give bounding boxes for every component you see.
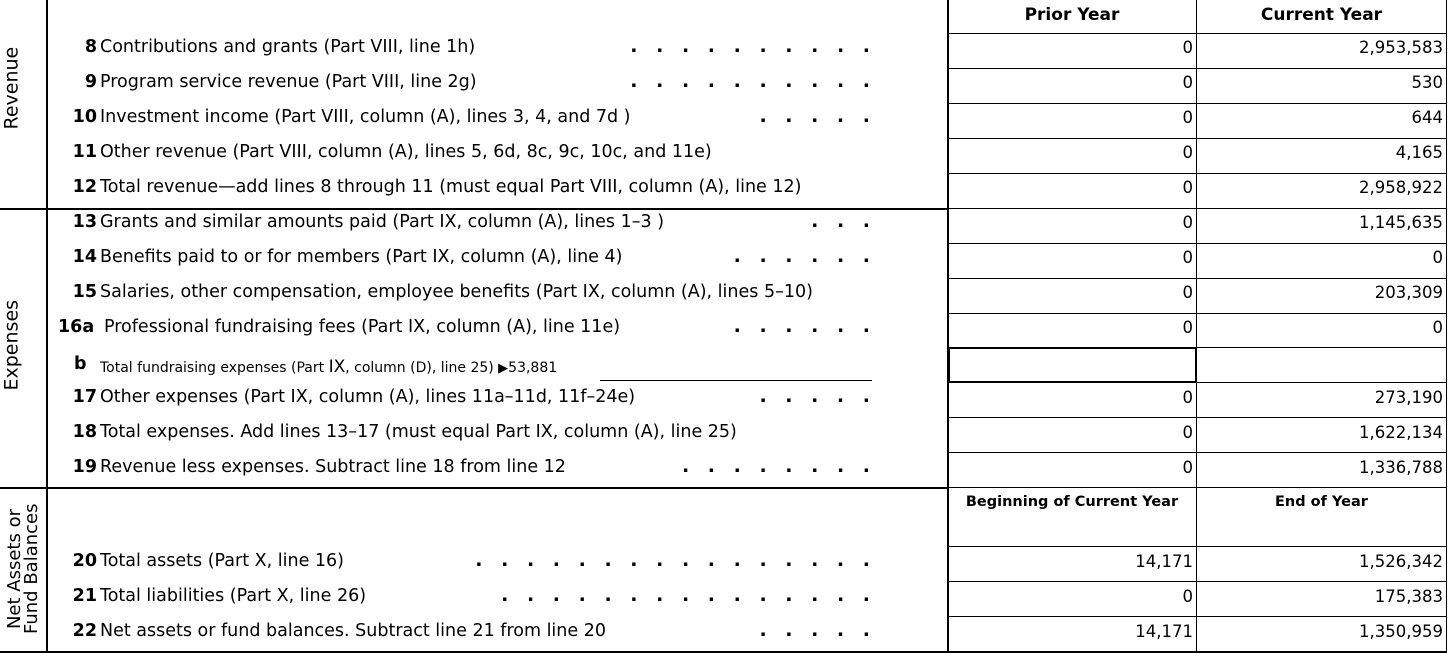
line-label: Total liabilities (Part X, line 26)	[100, 586, 367, 606]
current-year-amount: 0	[1432, 248, 1443, 267]
amount-rule	[948, 68, 1447, 69]
line-number: 18	[72, 422, 97, 442]
current-year-amount: 1,145,635	[1359, 213, 1443, 232]
line-row-12	[0, 177, 1456, 201]
line-label: Total revenue—add lines 8 through 11 (must equal Part VIII, column (A), line 12)	[100, 177, 802, 197]
current-year-amount: 4,165	[1395, 143, 1443, 162]
amount-rule	[948, 581, 1447, 582]
line-row-14	[0, 247, 1456, 271]
current-year-amount: 2,958,922	[1359, 178, 1443, 197]
amount-rule	[948, 243, 1447, 244]
current-year-amount: 0	[1432, 318, 1443, 337]
current-year-amount: 1,526,342	[1359, 552, 1443, 571]
section-expenses-label: Expenses	[0, 299, 23, 391]
line-label: Revenue less expenses. Subtract line 18 from line 12	[100, 457, 566, 477]
amount-rule	[948, 33, 1447, 34]
current-year-amount: 2,953,583	[1359, 38, 1443, 57]
line-row-22	[0, 621, 1456, 645]
line-number: 10	[72, 107, 97, 127]
net-assets-line1: Net Assets or	[4, 508, 25, 630]
prior-year-amount: 14,171	[1135, 552, 1193, 571]
line-number: 14	[72, 247, 97, 267]
line-16b-label-pre: Total fundraising expenses (Part	[100, 360, 329, 376]
line-row-20	[0, 551, 1456, 575]
prior-year-amount: 0	[1182, 143, 1193, 162]
amount-rule	[948, 278, 1447, 279]
current-year-amount: 1,336,788	[1359, 458, 1443, 477]
leader-dots: . . . . . . . .	[681, 455, 870, 477]
line-16b-label	[100, 357, 557, 377]
amount-rule	[948, 208, 1447, 209]
line-label: Total expenses. Add lines 13–17 (must equal Part IX, column (A), line 25)	[100, 422, 737, 442]
prior-year-amount: 0	[1182, 248, 1193, 267]
line-number: 12	[72, 177, 97, 197]
amount-rule	[948, 138, 1447, 139]
line-label: Program service revenue (Part VIII, line 2g)	[100, 72, 477, 92]
line-number: 15	[72, 282, 97, 302]
section-revenue-label: Revenue	[0, 46, 23, 130]
line-row-16a	[0, 317, 1456, 341]
line-label: Other revenue (Part VIII, column (A), lines 5, 6d, 8c, 9c, 10c, and 11e)	[100, 142, 712, 162]
line-row-21	[0, 586, 1456, 610]
line-16b-value: 53,881	[508, 360, 558, 376]
line-label: Contributions and grants (Part VIII, line 1h)	[100, 37, 476, 57]
line-label: Investment income (Part VIII, column (A), lines 3, 4, and 7d )	[100, 107, 631, 127]
line-number: 19	[72, 457, 97, 477]
prior-year-amount: 0	[1182, 213, 1193, 232]
prior-year-amount: 0	[1182, 458, 1193, 477]
line-row-13	[0, 212, 1456, 236]
prior-year-amount: 0	[1182, 318, 1193, 337]
prior-year-amount: 0	[1182, 423, 1193, 442]
current-year-amount: 1,622,134	[1359, 423, 1443, 442]
current-year-amount: 273,190	[1374, 388, 1443, 407]
current-year-amount: 175,383	[1374, 587, 1443, 606]
amount-rule	[948, 546, 1447, 547]
line-row-15	[0, 282, 1456, 306]
line-number: 8	[84, 37, 97, 57]
prior-year-amount: 14,171	[1135, 622, 1193, 641]
line-number: 21	[72, 586, 97, 606]
leader-dots: . . . . .	[759, 385, 870, 407]
amount-rule	[948, 173, 1447, 174]
line-16b-label-post: , column (D), line 25)	[345, 360, 494, 376]
line-row-18	[0, 422, 1456, 446]
line-number: 20	[72, 551, 97, 571]
amount-rule	[948, 487, 1447, 488]
leader-dots: . . . . . .	[733, 315, 870, 337]
prior-year-amount: 0	[1182, 587, 1193, 606]
leader-dots: . . . . .	[759, 619, 870, 641]
leader-dots: . . . . . . . . . .	[630, 70, 870, 92]
line-16b-label-ix: IX	[328, 357, 346, 377]
line-number: 9	[84, 72, 97, 92]
line-label: Grants and similar amounts paid (Part IX, column (A), lines 1–3 )	[100, 212, 665, 232]
section-divider-expenses-netassets	[0, 487, 948, 489]
current-year-amount: 203,309	[1374, 283, 1443, 302]
line-16b-prior-box	[948, 347, 1197, 383]
amount-rule	[948, 417, 1447, 418]
current-year-amount: 1,350,959	[1359, 622, 1443, 641]
line-label: Net assets or fund balances. Subtract line 21 from line 20	[100, 621, 606, 641]
leader-dots: . . . . .	[759, 105, 870, 127]
amount-rule	[948, 452, 1447, 453]
line-row-17	[0, 387, 1456, 411]
prior-year-amount: 0	[1182, 388, 1193, 407]
line-row-11	[0, 142, 1456, 166]
leader-dots: . . . . . . . . . . . . . . . .	[475, 549, 870, 571]
line-16b-underline	[600, 380, 872, 381]
leader-dots: . . . . . . . . . .	[630, 35, 870, 57]
line-label: Benefits paid to or for members (Part IX, column (A), line 4)	[100, 247, 623, 267]
line-label: Salaries, other compensation, employee benefits (Part IX, column (A), lines 5–10)	[100, 282, 813, 302]
section-divider-revenue-expenses	[0, 208, 948, 210]
line-row-10	[0, 107, 1456, 131]
arrow-icon: ▶	[498, 361, 509, 376]
line-label: Total assets (Part X, line 16)	[100, 551, 344, 571]
line-number: 11	[72, 142, 97, 162]
amount-rule	[948, 103, 1447, 104]
line-16b-current-box	[1196, 347, 1447, 383]
line-row-8	[0, 37, 1456, 61]
header-end-of-year: End of Year	[1275, 494, 1368, 510]
line-row-19	[0, 457, 1456, 481]
prior-year-amount: 0	[1182, 73, 1193, 92]
current-year-amount: 530	[1411, 73, 1443, 92]
header-prior-year: Prior Year	[1024, 5, 1120, 25]
prior-year-amount: 0	[1182, 38, 1193, 57]
leader-dots: . . . . . . . . . . . . . . .	[501, 584, 870, 606]
line-row-9	[0, 72, 1456, 96]
header-current-year: Current Year	[1260, 5, 1383, 25]
prior-year-amount: 0	[1182, 108, 1193, 127]
amount-rule	[948, 616, 1447, 617]
line-number: 13	[72, 212, 97, 232]
header-beginning-of-year: Beginning of Current Year	[965, 494, 1179, 510]
line-16b-number: b	[74, 354, 87, 374]
line-number: 16a	[58, 317, 95, 337]
prior-year-amount: 0	[1182, 178, 1193, 197]
prior-year-amount: 0	[1182, 283, 1193, 302]
amount-rule	[948, 313, 1447, 314]
line-number: 17	[72, 387, 97, 407]
line-label: Professional fundraising fees (Part IX, column (A), line 11e)	[104, 317, 621, 337]
net-assets-line2: Fund Balances	[21, 503, 42, 634]
line-number: 22	[72, 621, 97, 641]
leader-dots: . . .	[811, 210, 870, 232]
current-year-amount: 644	[1411, 108, 1443, 127]
leader-dots: . . . . . .	[733, 245, 870, 267]
line-label: Other expenses (Part IX, column (A), lines 11a–11d, 11f–24e)	[100, 387, 636, 407]
